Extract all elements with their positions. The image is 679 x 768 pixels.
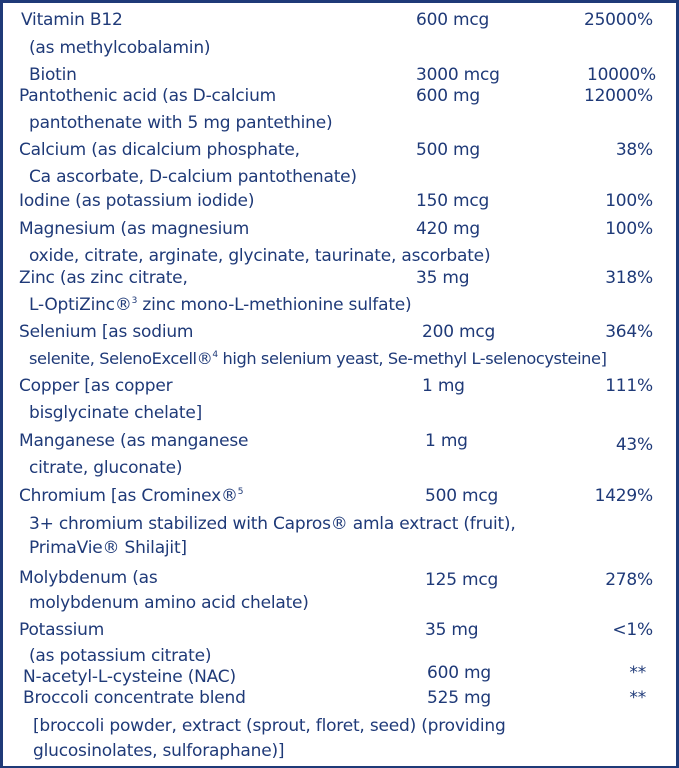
- nutrient-amount: 150 mcg: [416, 191, 490, 211]
- nutrient-name: Broccoli concentrate blend: [23, 688, 246, 708]
- nutrient-source: [broccoli powder, extract (sprout, floret, seed) (providing: [33, 716, 506, 736]
- nutrient-source: glucosinolates, sulforaphane)]: [33, 741, 285, 761]
- nutrient-amount: 35 mg: [425, 620, 479, 640]
- nutrient-name: Manganese (as manganese: [19, 431, 249, 451]
- nutrient-name: [19, 486, 243, 506]
- nutrient-amount: 420 mg: [416, 219, 481, 239]
- nutrient-amount: 35 mg: [416, 268, 470, 288]
- daily-value: **: [629, 688, 646, 708]
- source-text: selenite, SelenoExcell®: [29, 349, 213, 368]
- daily-value: <1%: [612, 620, 653, 640]
- nutrient-amount: 600 mg: [416, 86, 481, 106]
- daily-value: 364%: [605, 322, 653, 342]
- source-text: high selenium yeast, Se-methyl L-selenocysteine]: [217, 349, 607, 368]
- footnote-marker: 3: [131, 296, 138, 306]
- nutrient-name: Selenium [as sodium: [19, 322, 194, 342]
- daily-value: 43%: [615, 435, 653, 455]
- nutrient-source: pantothenate with 5 mg pantethine): [29, 113, 333, 133]
- nutrient-source: (as potassium citrate): [29, 646, 212, 666]
- nutrient-name: Copper [as copper: [19, 376, 173, 396]
- nutrient-name: Molybdenum (as: [19, 568, 158, 588]
- nutrient-amount: 500 mg: [416, 140, 481, 160]
- nutrient-source: 3+ chromium stabilized with Capros® amla extract (fruit),: [29, 514, 516, 534]
- nutrient-amount: 600 mg: [427, 663, 492, 683]
- nutrient-name: Pantothenic acid (as D-calcium: [19, 86, 277, 106]
- nutrient-amount: 500 mcg: [425, 486, 499, 506]
- nutrient-amount: 1 mg: [422, 376, 465, 396]
- daily-value: 12000%: [583, 86, 653, 106]
- daily-value: 1429%: [594, 486, 653, 506]
- nutrient-amount: 1 mg: [425, 431, 468, 451]
- source-text: L-OptiZinc®: [29, 295, 132, 315]
- daily-value: 318%: [605, 268, 653, 288]
- nutrient-source: oxide, citrate, arginate, glycinate, taurinate, ascorbate): [29, 246, 491, 266]
- daily-value: 100%: [605, 191, 653, 211]
- nutrient-source: molybdenum amino acid chelate): [29, 593, 309, 613]
- nutrient-name: Calcium (as dicalcium phosphate,: [19, 140, 300, 160]
- nutrient-source: PrimaVie® Shilajit]: [29, 538, 187, 558]
- nutrient-amount: 3000 mcg: [416, 65, 500, 85]
- daily-value: 38%: [615, 140, 653, 160]
- footnote-marker: 5: [237, 487, 244, 497]
- source-text: zinc mono-L-methionine sulfate): [137, 295, 412, 315]
- daily-value: 278%: [605, 570, 653, 590]
- footnote-marker: 4: [212, 350, 218, 360]
- nutrient-name: Biotin: [29, 65, 77, 85]
- nutrient-amount: 600 mcg: [416, 10, 490, 30]
- daily-value: 25000%: [583, 10, 653, 30]
- nutrient-amount: 125 mcg: [425, 570, 499, 590]
- daily-value: 100%: [605, 219, 653, 239]
- daily-value: 111%: [605, 376, 653, 396]
- nutrient-source: citrate, gluconate): [29, 458, 183, 478]
- nutrient-name: Iodine (as potassium iodide): [19, 191, 255, 211]
- nutrient-source: Ca ascorbate, D-calcium pantothenate): [29, 167, 357, 187]
- nutrient-name: Magnesium (as magnesium: [19, 219, 250, 239]
- daily-value: 10000%: [586, 65, 656, 85]
- nutrient-amount: 525 mg: [427, 688, 492, 708]
- nutrient-amount: 200 mcg: [422, 322, 496, 342]
- nutrient-source: [29, 295, 411, 315]
- nutrient-name: Potassium: [19, 620, 105, 640]
- nutrient-source: (as methylcobalamin): [29, 38, 211, 58]
- nutrient-name: Zinc (as zinc citrate,: [19, 268, 188, 288]
- daily-value: **: [629, 663, 646, 683]
- nutrient-name: N-acetyl-L-cysteine (NAC): [23, 667, 236, 687]
- name-text: Chromium [as Crominex®: [19, 486, 238, 506]
- nutrient-name: Vitamin B12: [21, 10, 123, 30]
- nutrient-source: [29, 349, 607, 369]
- nutrient-source: bisglycinate chelate]: [29, 403, 203, 423]
